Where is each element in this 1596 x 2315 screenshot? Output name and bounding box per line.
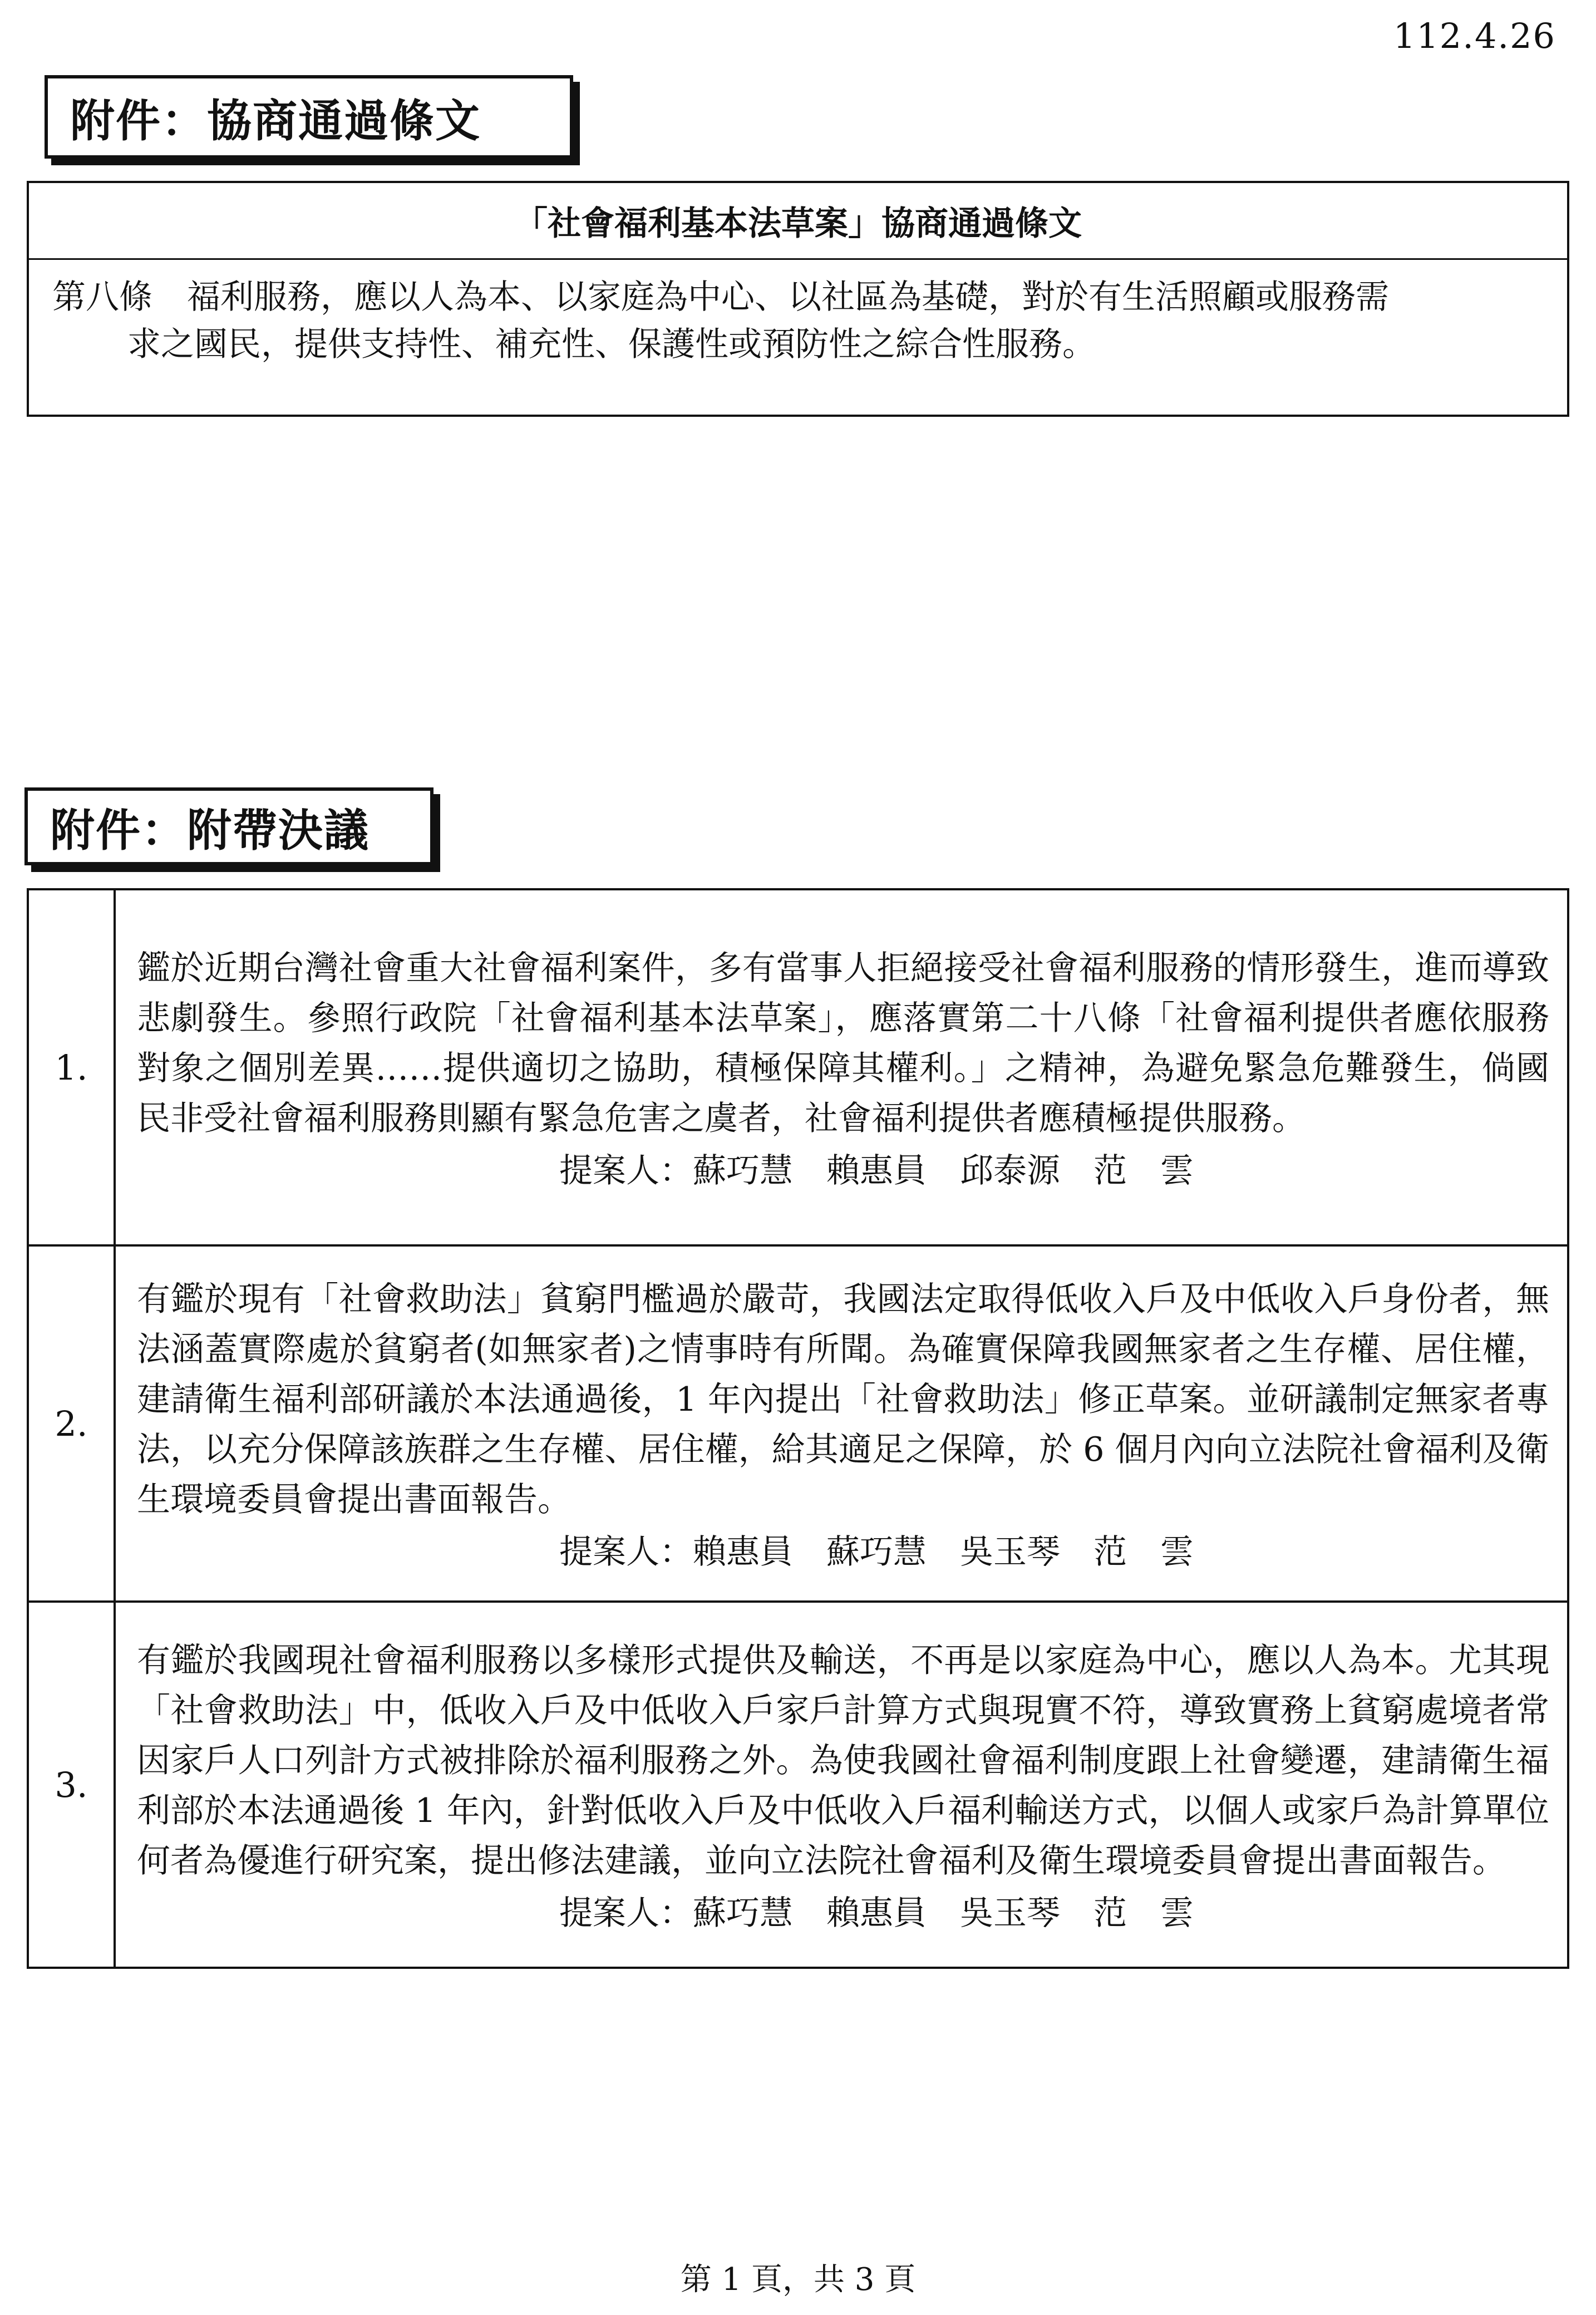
table-row: [28, 889, 1568, 1245]
article-8: [29, 260, 1567, 368]
article-label: 第八條: [52, 278, 152, 317]
section-title-agreed-articles: 附件：協商通過條文: [45, 75, 573, 159]
resolution-proposer: 提案人：賴惠員 蘇巧慧 吳玉琴 范 雲: [559, 1533, 1194, 1572]
resolution-text: 鑑於近期台灣社會重大社會福利案件，多有當事人拒絕接受社會福利服務的情形發生，進而導致悲劇發生。參照行政院「社會福利基本法草案」，應落實第二十八條「社會福利提供者應依服務對象之個別差異……提供適切之協助，積極保障其權利。」之精神，為避免緊急危難發生，倘國民非受社會福利服務則顯有緊急危害之虞者，社會福利提供者應積極提供服務。: [137, 949, 1549, 1138]
resolution-proposer: 提案人：蘇巧慧 賴惠員 吳玉琴 范 雲: [559, 1894, 1194, 1933]
agreed-articles-header: 「社會福利基本法草案」協商通過條文: [29, 183, 1567, 260]
resolution-cell: [115, 1602, 1568, 1968]
resolution-text: 有鑑於現有「社會救助法」貧窮門檻過於嚴苛，我國法定取得低收入戶及中低收入戶身份者，無法涵蓋實際處於貧窮者(如無家者)之情事時有所聞。為確實保障我國無家者之生存權、居住權，建請衛生福利部研議於本法通過後，1 年內提出「社會救助法」修正草案。並研議制定無家者專法，以充分保障該族群之生存權、居住權，給其適足之保障，於 6 個月內向立法院社會福利及衛生環境委員會提出書面報告。: [137, 1280, 1549, 1519]
resolution-number: 2.: [28, 1245, 115, 1602]
agreed-articles-box: [27, 181, 1569, 417]
resolution-cell: [115, 1245, 1568, 1602]
resolution-text: 有鑑於我國現社會福利服務以多樣形式提供及輸送，不再是以家庭為中心，應以人為本。尤其現「社會救助法」中，低收入戶及中低收入戶家戶計算方式與現實不符，導致實務上貧窮處境者常因家戶人口列計方式被排除於福利服務之外。為使我國社會福利制度跟上社會變遷，建請衛生福利部於本法通過後 1 年內，針對低收入戶及中低收入戶福利輸送方式，以個人或家戶為計算單位何者為優進行研究案，提出修法建議，並向立法院社會福利及衛生環境委員會提出書面報告。: [137, 1641, 1549, 1880]
article-text-line2: 求之國民，提供支持性、補充性、保護性或預防性之綜合性服務。: [127, 325, 1096, 365]
article-text-line1: 福利服務，應以人為本、以家庭為中心、以社區為基礎，對於有生活照顧或服務需: [187, 278, 1389, 317]
table-row: [28, 1245, 1568, 1602]
article-8-line-1: [52, 274, 1549, 321]
document-date: 112.4.26: [1393, 16, 1556, 56]
resolution-proposer: 提案人：蘇巧慧 賴惠員 邱泰源 范 雲: [559, 1151, 1194, 1190]
resolution-number: 1.: [28, 889, 115, 1245]
page-footer: 第 1 頁，共 3 頁: [680, 2262, 916, 2298]
resolutions-table: [27, 888, 1569, 1969]
resolution-cell: [115, 889, 1568, 1245]
resolution-number: 3.: [28, 1602, 115, 1968]
table-row: [28, 1602, 1568, 1968]
section-title-resolutions: 附件：附帶決議: [24, 787, 434, 865]
